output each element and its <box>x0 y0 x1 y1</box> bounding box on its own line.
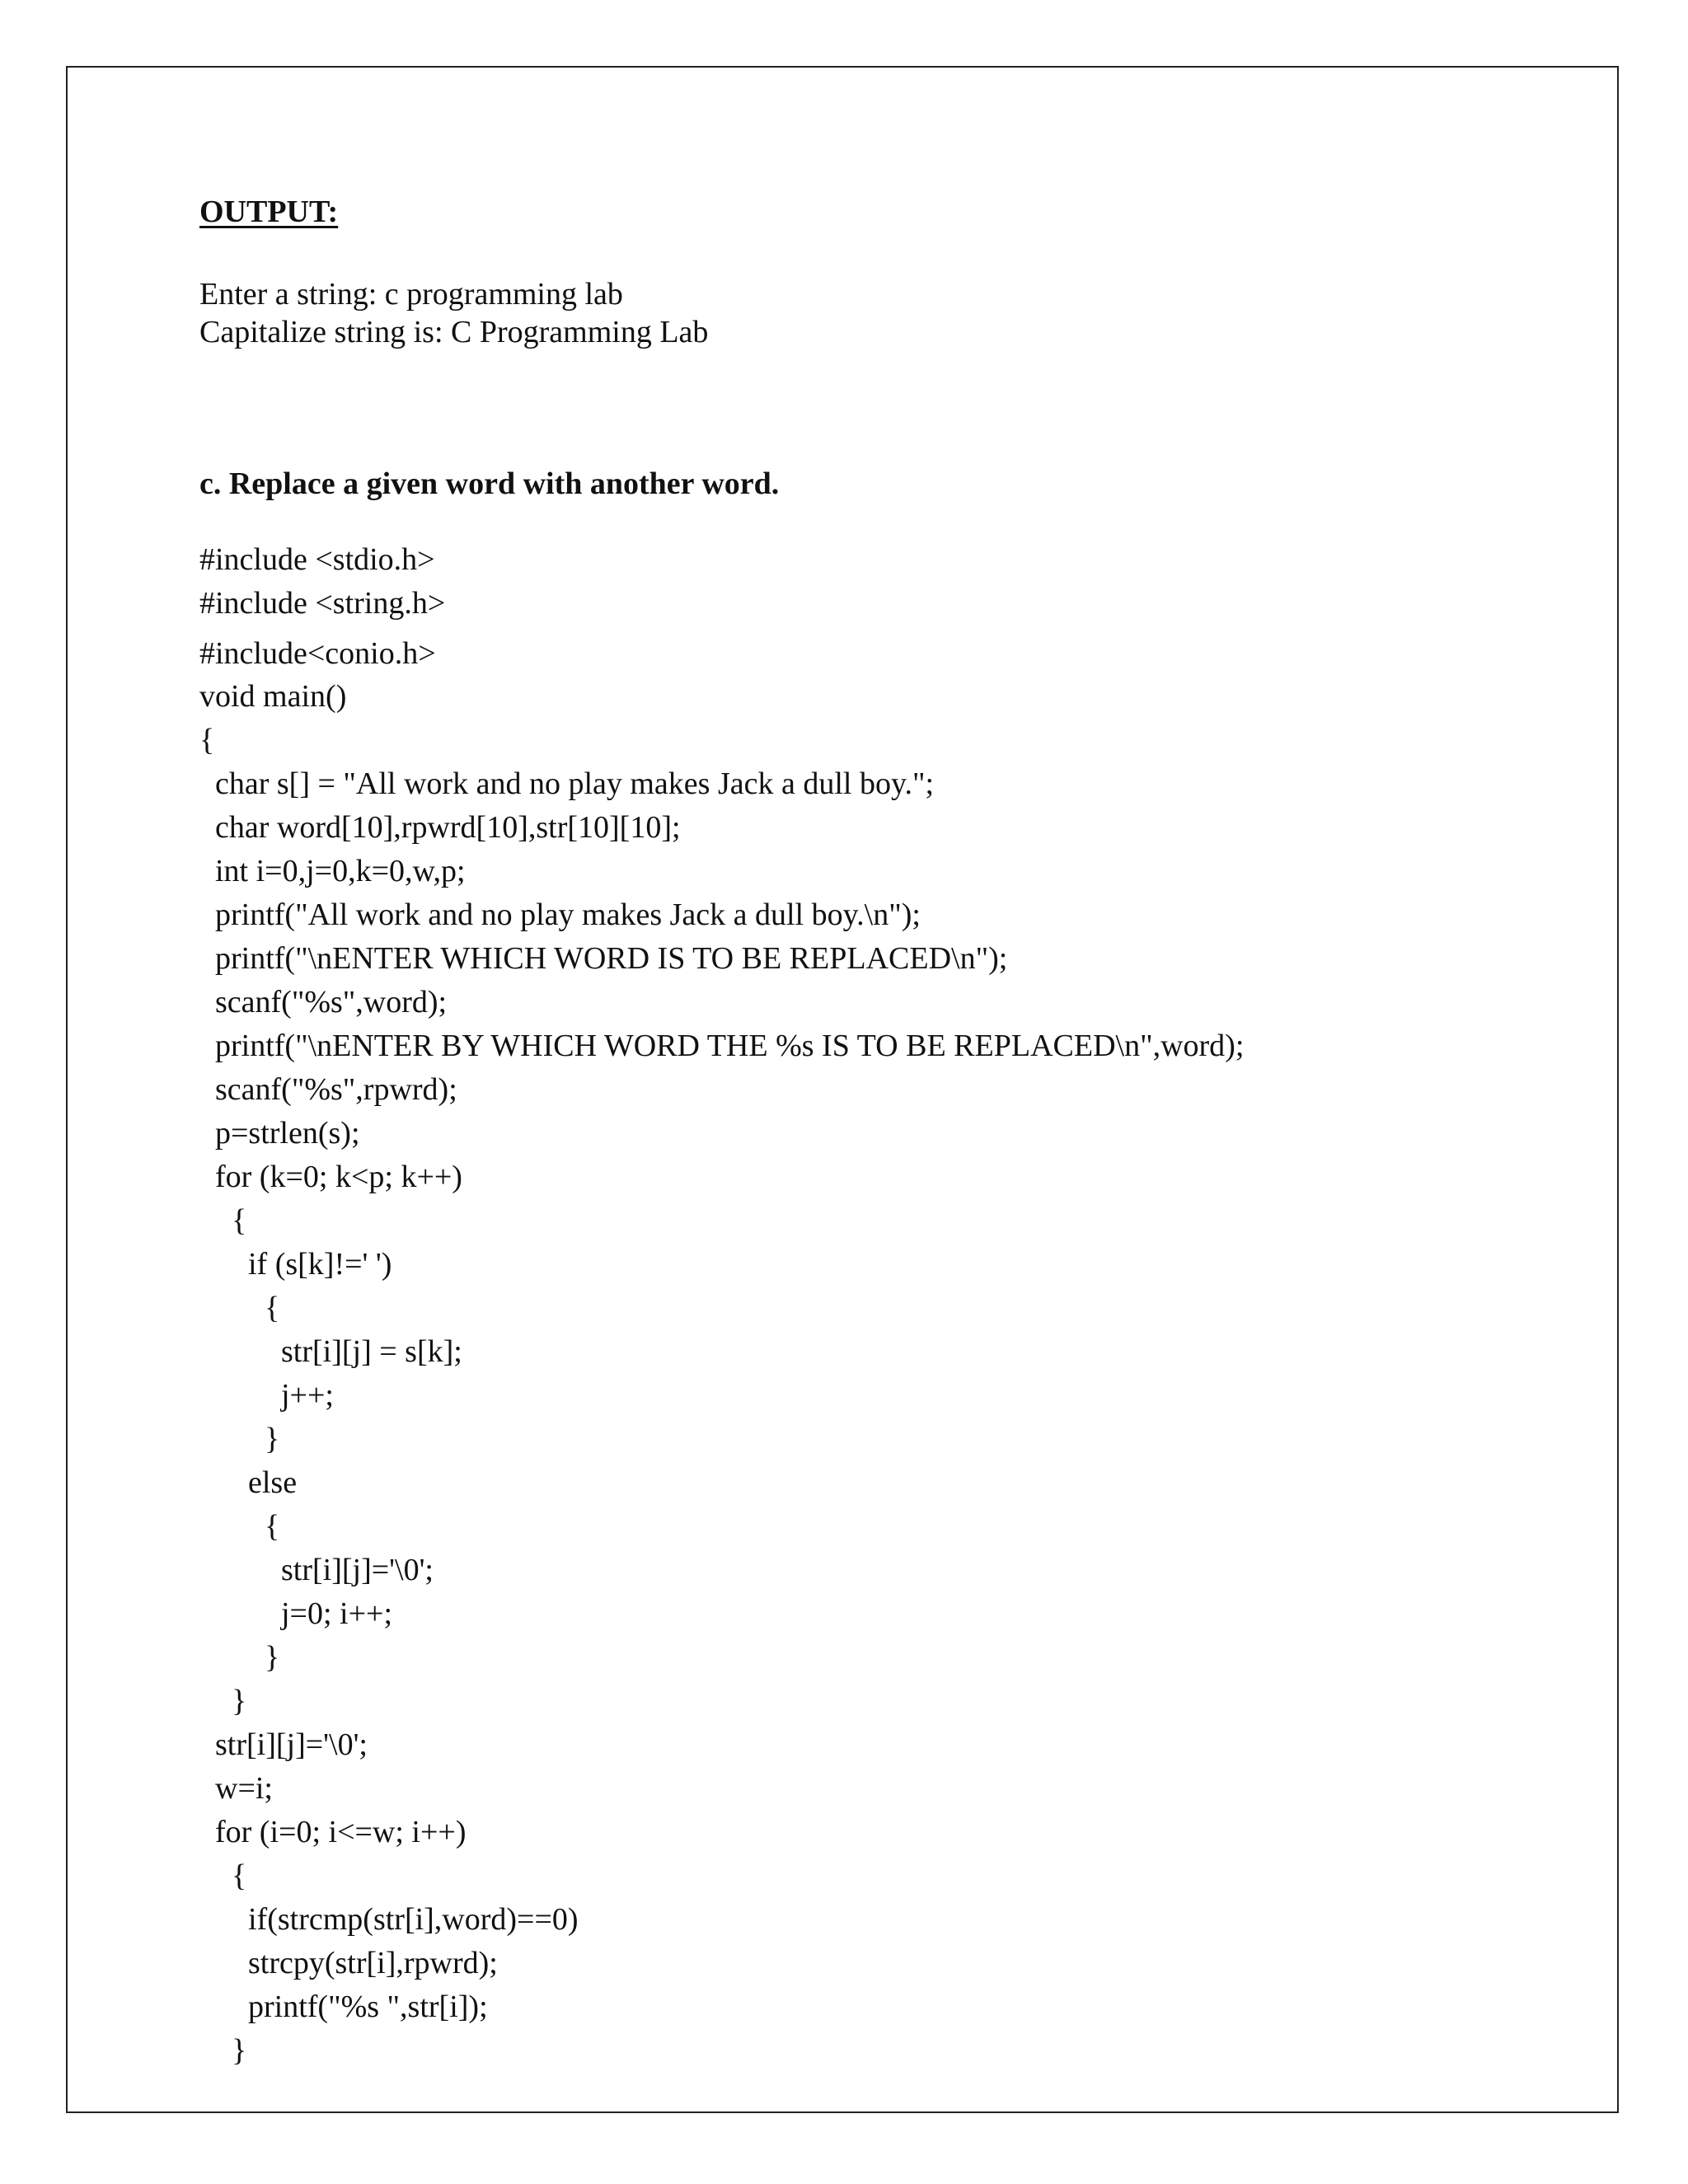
code-line: } <box>232 2033 247 2068</box>
code-line: j++; <box>281 1378 334 1413</box>
code-line: } <box>265 1422 280 1456</box>
code-line: printf("\nENTER BY WHICH WORD THE %s IS TO BE REPLACED\n",word); <box>215 1029 1245 1063</box>
code-line: for (k=0; k<p; k++) <box>215 1160 462 1194</box>
code-line: w=i; <box>215 1771 273 1806</box>
output-line-result: Capitalize string is: C Programming Lab <box>199 315 709 349</box>
code-line: #include <string.h> <box>199 586 446 621</box>
code-line: char s[] = "All work and no play makes Jack a dull boy."; <box>215 766 935 801</box>
code-line: { <box>232 1858 247 1893</box>
code-line: printf("%s ",str[i]); <box>248 1990 488 2024</box>
code-line: else <box>248 1465 298 1500</box>
code-line: scanf("%s",rpwrd); <box>215 1072 457 1107</box>
output-heading: OUTPUT: <box>199 194 339 229</box>
code-line: #include<conio.h> <box>199 636 436 671</box>
code-line: printf("\nENTER WHICH WORD IS TO BE REPLACED\n"); <box>215 941 1008 976</box>
code-line: void main() <box>199 679 347 714</box>
code-line: str[i][j]='\0'; <box>281 1553 434 1587</box>
code-line: #include <stdio.h> <box>199 542 435 577</box>
section-heading: c. Replace a given word with another word. <box>199 466 780 501</box>
code-line: scanf("%s",word); <box>215 985 448 1019</box>
code-line: p=strlen(s); <box>215 1116 360 1151</box>
code-line: { <box>232 1203 247 1238</box>
code-line: { <box>265 1509 280 1544</box>
output-line-input: Enter a string: c programming lab <box>199 277 623 312</box>
code-line: for (i=0; i<=w; i++) <box>215 1815 467 1849</box>
code-line: } <box>232 1684 247 1718</box>
code-line: int i=0,j=0,k=0,w,p; <box>215 854 466 888</box>
code-line: { <box>199 723 215 757</box>
code-line: } <box>265 1640 280 1675</box>
code-line: str[i][j]='\0'; <box>215 1727 368 1762</box>
code-line: char word[10],rpwrd[10],str[10][10]; <box>215 810 681 845</box>
code-line: printf("All work and no play makes Jack a dull boy.\n"); <box>215 898 921 932</box>
code-line: j=0; i++; <box>281 1596 393 1631</box>
code-line: { <box>265 1291 280 1325</box>
code-line: strcpy(str[i],rpwrd); <box>248 1946 498 1980</box>
code-line: str[i][j] = s[k]; <box>281 1334 462 1369</box>
code-line: if (s[k]!=' ') <box>248 1247 392 1282</box>
code-line: if(strcmp(str[i],word)==0) <box>248 1902 579 1937</box>
